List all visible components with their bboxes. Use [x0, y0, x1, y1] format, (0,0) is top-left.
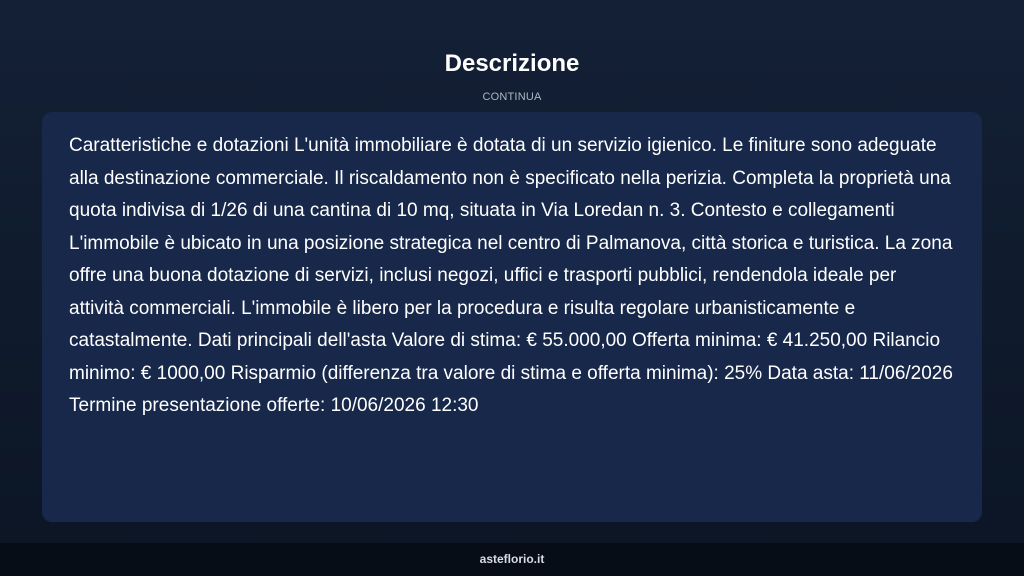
description-card — [42, 112, 982, 522]
footer-brand: asteflorio.it — [479, 552, 545, 566]
page-title: Descrizione — [444, 50, 580, 77]
description-text: Caratteristiche e dotazioni L'unità immobiliare è dotata di un servizio igienico. Le finiture sono adeguate alla destinazione commerciale. Il riscaldamento non è specificato nella perizia. Completa la proprietà una quota indivisa di 1/26 di una cantina di 10 mq, situata in Via Loredan n. 3. Contesto e collegamenti L'immobile è ubicato in una posizione strategica nel centro di Palmanova, città storica e turistica. La zona offre una buona dotazione di servizi, inclusi negozi, uffici e trasporti pubblici, rendendola ideale per attività commerciali. L'immobile è libero per la procedura e risulta regolare urbanisticamente e catastalmente. Dati principali dell'asta Valore di stima: € 55.000,00 Offerta minima: € 41.250,00 Rilancio minimo: € 1000,00 Risparmio (differenza tra valore di stima e offerta minima): 25% Data asta: 11/06/2026 Termine presentazione offerte: 10/06/2026 12:30 — [69, 135, 953, 416]
continue-label: CONTINUA — [482, 91, 542, 103]
footer-bar — [0, 543, 1024, 576]
